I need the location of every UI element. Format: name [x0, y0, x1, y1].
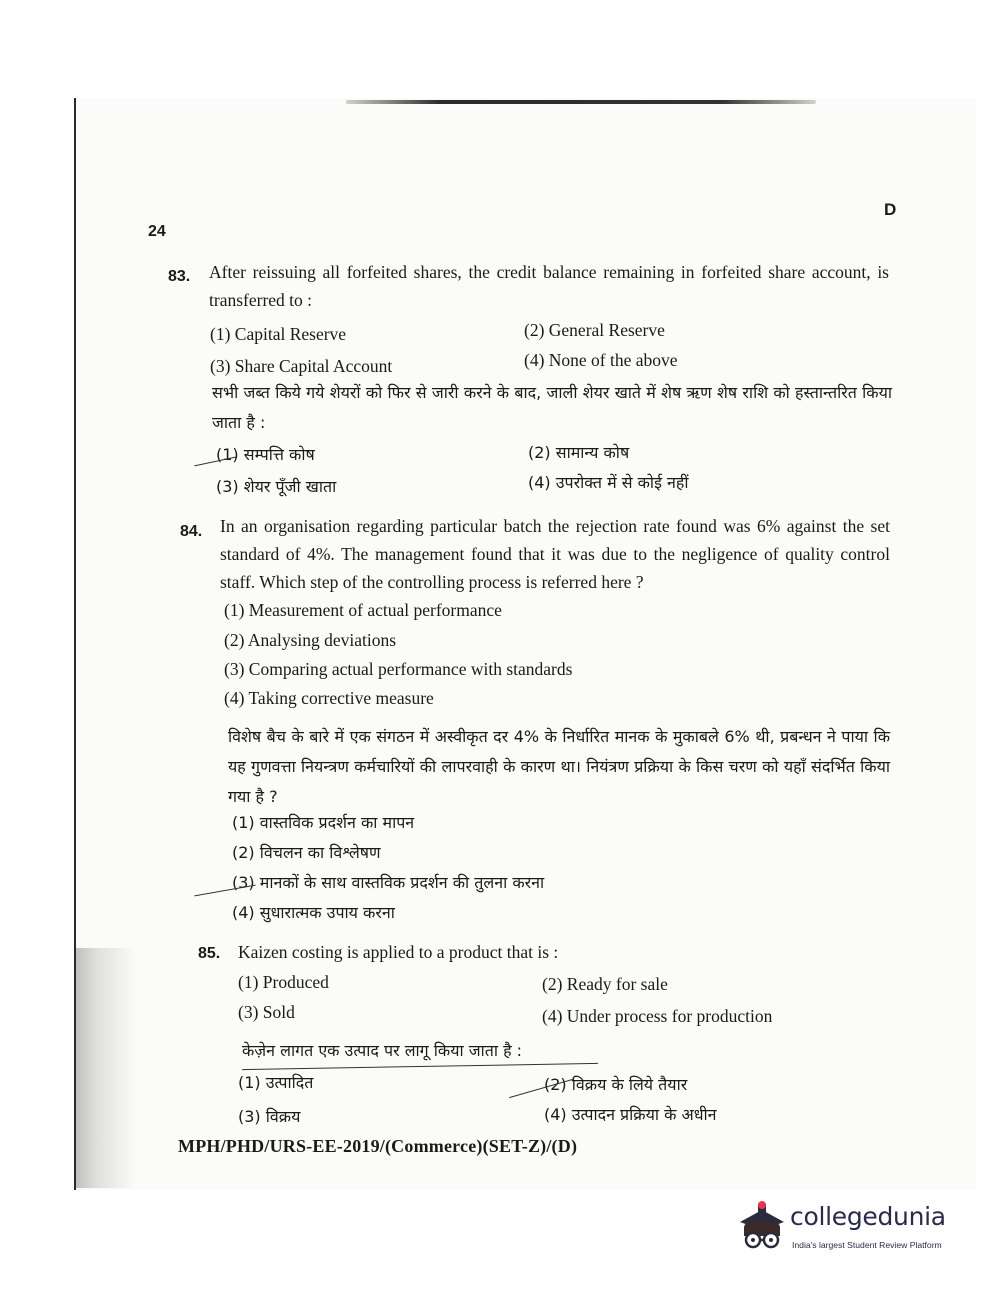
q85-hi-option-3: (3) विक्रय	[238, 1107, 301, 1126]
q83-hi-option-3: (3) शेयर पूँजी खाता	[216, 477, 337, 496]
q85-en-option-1: (1) Produced	[238, 972, 329, 992]
q84-hi-option-1: (1) वास्तविक प्रदर्शन का मापन	[232, 813, 415, 832]
q84-en-option-1: (1) Measurement of actual performance	[224, 600, 502, 620]
question-84-english: In an organisation regarding particular batch the rejection rate found was 6% against the set standard of 4%. The management found that it was due to the negligence of quality control staff. Which step of the controlling process is referred here ?	[220, 516, 890, 592]
exam-page	[74, 98, 976, 1190]
mascot-icon	[732, 1196, 788, 1256]
q83-en-option-2: (2) General Reserve	[524, 320, 665, 340]
brand-name: collegedunia	[790, 1202, 946, 1231]
q83-en-option-1: (1) Capital Reserve	[210, 324, 347, 344]
q85-en-option-2: (2) Ready for sale	[542, 974, 668, 994]
question-83-number: 83.	[168, 268, 191, 285]
page-number: 24	[148, 223, 166, 240]
paper-code-footer: MPH/PHD/URS-EE-2019/(Commerce)(SET-Z)/(D)	[178, 1136, 578, 1156]
top-rule	[346, 100, 816, 104]
q83-en-option-4: (4) None of the above	[524, 350, 678, 370]
collegedunia-logo[interactable]	[732, 1196, 962, 1260]
question-85-number: 85.	[198, 945, 221, 962]
question-84-number: 84.	[180, 523, 203, 540]
q85-en-option-3: (3) Sold	[238, 1002, 295, 1022]
q84-hi-option-2: (2) विचलन का विश्लेषण	[232, 843, 381, 862]
q84-en-option-4: (4) Taking corrective measure	[224, 688, 434, 708]
set-label: D	[884, 200, 897, 219]
q85-hi-option-2: (2) विक्रय के लिये तैयार	[544, 1075, 688, 1094]
q84-hi-option-4: (4) सुधारात्मक उपाय करना	[232, 903, 395, 922]
question-85-hindi: केज़ेन लागत एक उत्पाद पर लागू किया जाता है :	[242, 1041, 523, 1060]
q83-hi-option-2: (2) सामान्य कोष	[528, 443, 630, 462]
q83-hi-option-1: (1) सम्पत्ति कोष	[216, 445, 315, 464]
question-85-english: Kaizen costing is applied to a product that is :	[238, 942, 559, 962]
q85-hi-option-1: (1) उत्पादित	[238, 1073, 314, 1092]
q85-hi-option-4: (4) उत्पादन प्रक्रिया के अधीन	[544, 1105, 717, 1124]
question-83-hindi: सभी जब्त किये गये शेयरों को फिर से जारी करने के बाद, जाली शेयर खाते में शेष ऋण शेष राशि को हस्तान्तरित किया जाता है :	[212, 383, 892, 432]
q85-en-option-4: (4) Under process for production	[542, 1006, 773, 1026]
question-84-hindi: विशेष बैच के बारे में एक संगठन में अस्वीकृत दर 4% के निर्धारित मानक के मुकाबले 6% थी, प्रबन्धन ने पाया कि यह गुणवत्ता नियन्त्रण कर्मचारियों की लापरवाही के कारण था। नियंत्रण प्रक्रिया के किस चरण को यहाँ संदर्भित किया गया है ?	[228, 727, 890, 806]
scan-shadow	[76, 948, 136, 1188]
q83-hi-option-4: (4) उपरोक्त में से कोई नहीं	[528, 473, 689, 492]
mascot-accent	[758, 1201, 766, 1209]
q84-en-option-2: (2) Analysing deviations	[224, 630, 397, 650]
q84-en-option-3: (3) Comparing actual performance with standards	[224, 659, 573, 679]
question-83-english: After reissuing all forfeited shares, the credit balance remaining in forfeited share account, is transferred to :	[209, 262, 889, 310]
brand-tagline: India's largest Student Review Platform	[792, 1240, 942, 1250]
q84-hi-option-3: (3) मानकों के साथ वास्तविक प्रदर्शन की तुलना करना	[232, 873, 545, 892]
q83-en-option-3: (3) Share Capital Account	[210, 356, 393, 376]
